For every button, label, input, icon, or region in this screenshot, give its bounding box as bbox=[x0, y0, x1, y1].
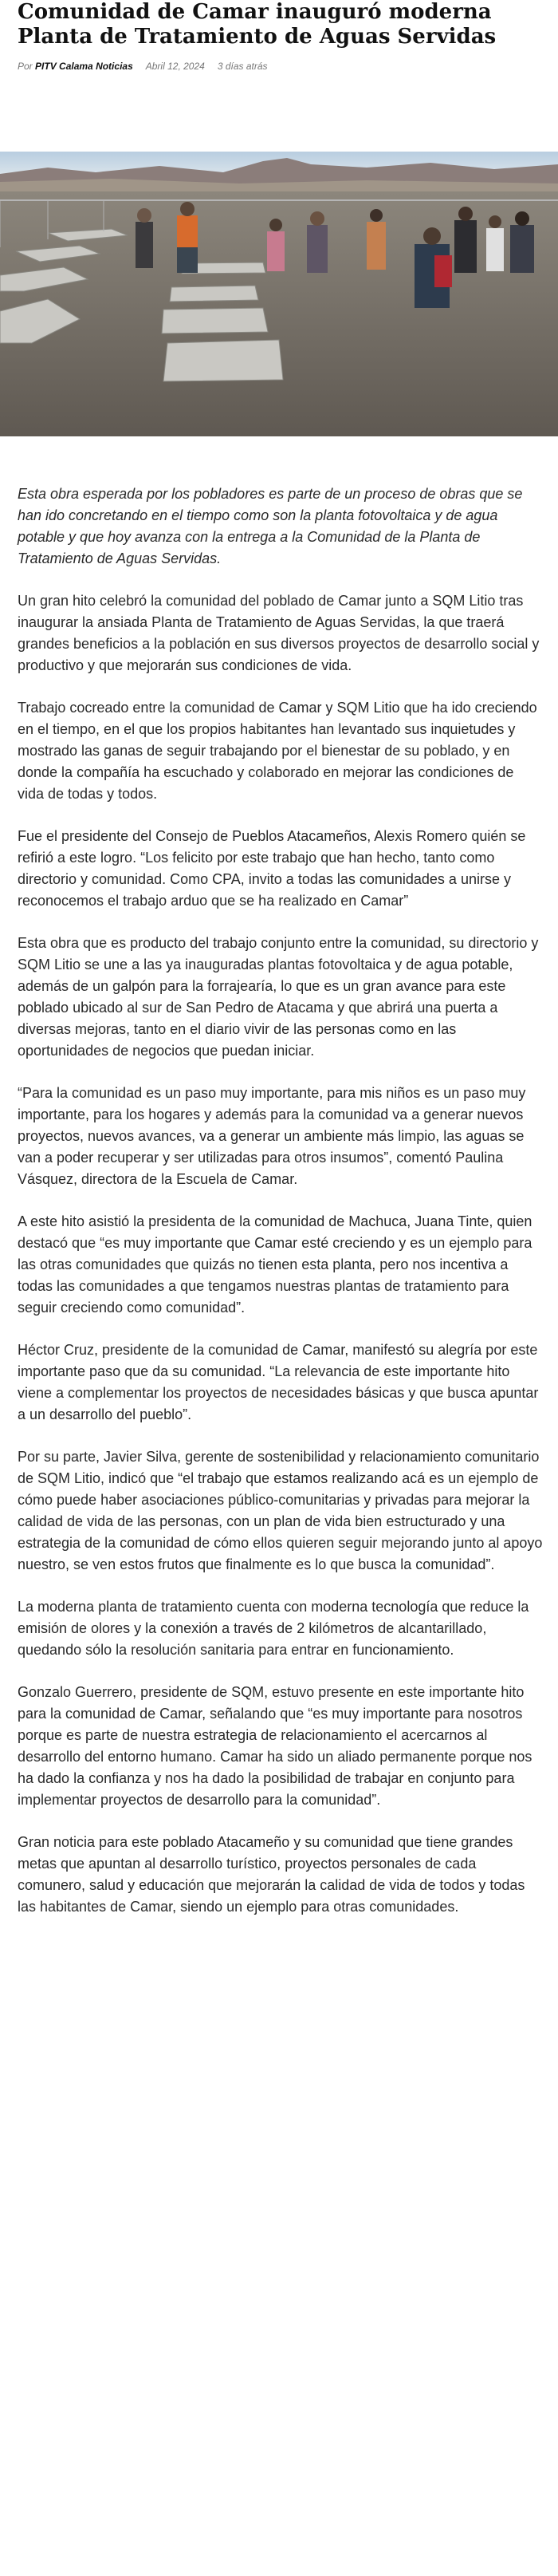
article-lead: Esta obra esperada por los pobladores es parte de un proceso de obras que se han ido concretando en el tiempo como son la planta fotovoltaica y de agua potable y que hoy avanza con la entrega a la Comunidad de la Planta de Tratamiento de Aguas Servidas. bbox=[18, 486, 523, 566]
article-title: Comunidad de Camar inauguró moderna Planta de Tratamiento de Aguas Servidas bbox=[18, 0, 497, 49]
article-paragraph: Gonzalo Guerrero, presidente de SQM, estuvo presente en este importante hito para la comunidad de Camar, señalando que “es muy importante para nosotros porque es parte de nuestra estrategia de relacionamiento el acercarnos al desarrollo del entorno humano. Camar ha sido un aliado permanente porque nos ha dado la confianza y nos ha dado la posibilidad de trabajar en conjunto para implementar proyectos de desarrollo para la comunidad”. bbox=[18, 1684, 532, 1808]
article-paragraph: Gran noticia para este poblado Atacameño y su comunidad que tiene grandes metas que apuntan al desarrollo turístico, proyectos personales de cada comunero, salud y educación que mejorarán la calidad de vida de todos y todas las habitantes de Camar, siendo un ejemplo para otras comunidades. bbox=[18, 1834, 525, 1915]
author-line bbox=[18, 61, 133, 72]
article-paragraph: Esta obra que es producto del trabajo conjunto entre la comunidad, su directorio y SQM Litio se une a las ya inauguradas plantas fotovoltaica y de agua potable, además de un galpón para la forrajearía, lo que es un gran avance para este poblado ubicado al sur de San Pedro de Atacama y que abrirá una puerta a diversas mejoras, tanto en el diario vivir de las personas como en las oportunidades de negocios que puedan iniciar. bbox=[18, 935, 539, 1059]
author-prefix: Por bbox=[18, 61, 33, 72]
hero-photo bbox=[0, 152, 558, 436]
article-header bbox=[0, 0, 558, 72]
publish-date: Abril 12, 2024 bbox=[145, 61, 205, 72]
author-link[interactable]: PITV Calama Noticias bbox=[35, 61, 133, 72]
article-paragraph: La moderna planta de tratamiento cuenta con moderna tecnología que reduce la emisión de olores y la conexión a través de 2 kilómetros de alcantarillado, quedando sólo la resolución sanitaria para entrar en funcionamiento. bbox=[18, 1599, 529, 1658]
article-paragraph: Héctor Cruz, presidente de la comunidad de Camar, manifestó su alegría por este importante paso que da su comunidad. “La relevancia de este importante hito viene a complementar los proyectos de necesidades básicas y que busca apuntar a un desarrollo del pueblo”. bbox=[18, 1342, 539, 1422]
article-paragraph: Un gran hito celebró la comunidad del poblado de Camar junto a SQM Litio tras inaugurar la ansiada Planta de Tratamiento de Aguas Servidas, la que traerá grandes beneficios a la población en sus diversos proyectos de desarrollo social y productivo y que mejorarán sus condiciones de vida. bbox=[18, 593, 540, 673]
article-paragraph: “Para la comunidad es un paso muy importante, para mis niños es un paso muy importante, para los hogares y además para la comunidad va a generar nuevos proyectos, nuevos avances, va a generar un ambiente más limpio, las aguas se van a poder recuperar y ser utilizadas para otros insumos”, comentó Paulina Vásquez, directora de la Escuela de Camar. bbox=[18, 1085, 526, 1187]
article-paragraph: A este hito asistió la presidenta de la comunidad de Machuca, Juana Tinte, quien destacó que “es muy importante que Camar esté creciendo y es un ejemplo para las otras comunidades que quizás no tienen esta planta, pero nos incentiva a todas las comunidades a que tengamos nuestras plantas de tratamiento para seguir creciendo como comunidad”. bbox=[18, 1213, 532, 1316]
article-paragraph: Por su parte, Javier Silva, gerente de sostenibilidad y relacionamiento comunitario de SQM Litio, indicó que “el trabajo que estamos realizando acá es un ejemplo de cómo puede haber asociaciones público-comunitarias y privadas para mejorar la calidad de vida de las personas, con un plan de vida bien estructurado y una estrategia de la comunidad de cómo ellos quieren seguir mejorando junto al apoyo nuestro, se ven estos frutos que finalmente es lo que busca la comunidad”. bbox=[18, 1449, 543, 1572]
article-paragraph: Trabajo cocreado entre la comunidad de Camar y SQM Litio que ha ido creciendo en el tiempo, en el que los propios habitantes han levantado sus inquietudes y mostrado las ganas de seguir trabajando por el bienestar de su poblado, y en donde la compañía ha escuchado y colaborado en mejorar las condiciones de vida de todas y todos. bbox=[18, 700, 537, 802]
article-paragraph: Fue el presidente del Consejo de Pueblos Atacameños, Alexis Romero quién se refirió a este logro. “Los felicito por este trabajo que han hecho, tanto como directorio y comunidad. Como CPA, invito a todas las comunidades a unirse y reconocemos el trabajo arduo que se ha realizado en Camar” bbox=[18, 828, 526, 909]
article-body bbox=[18, 483, 544, 1939]
article-meta bbox=[18, 61, 540, 72]
relative-time: 3 días atrás bbox=[217, 61, 268, 72]
